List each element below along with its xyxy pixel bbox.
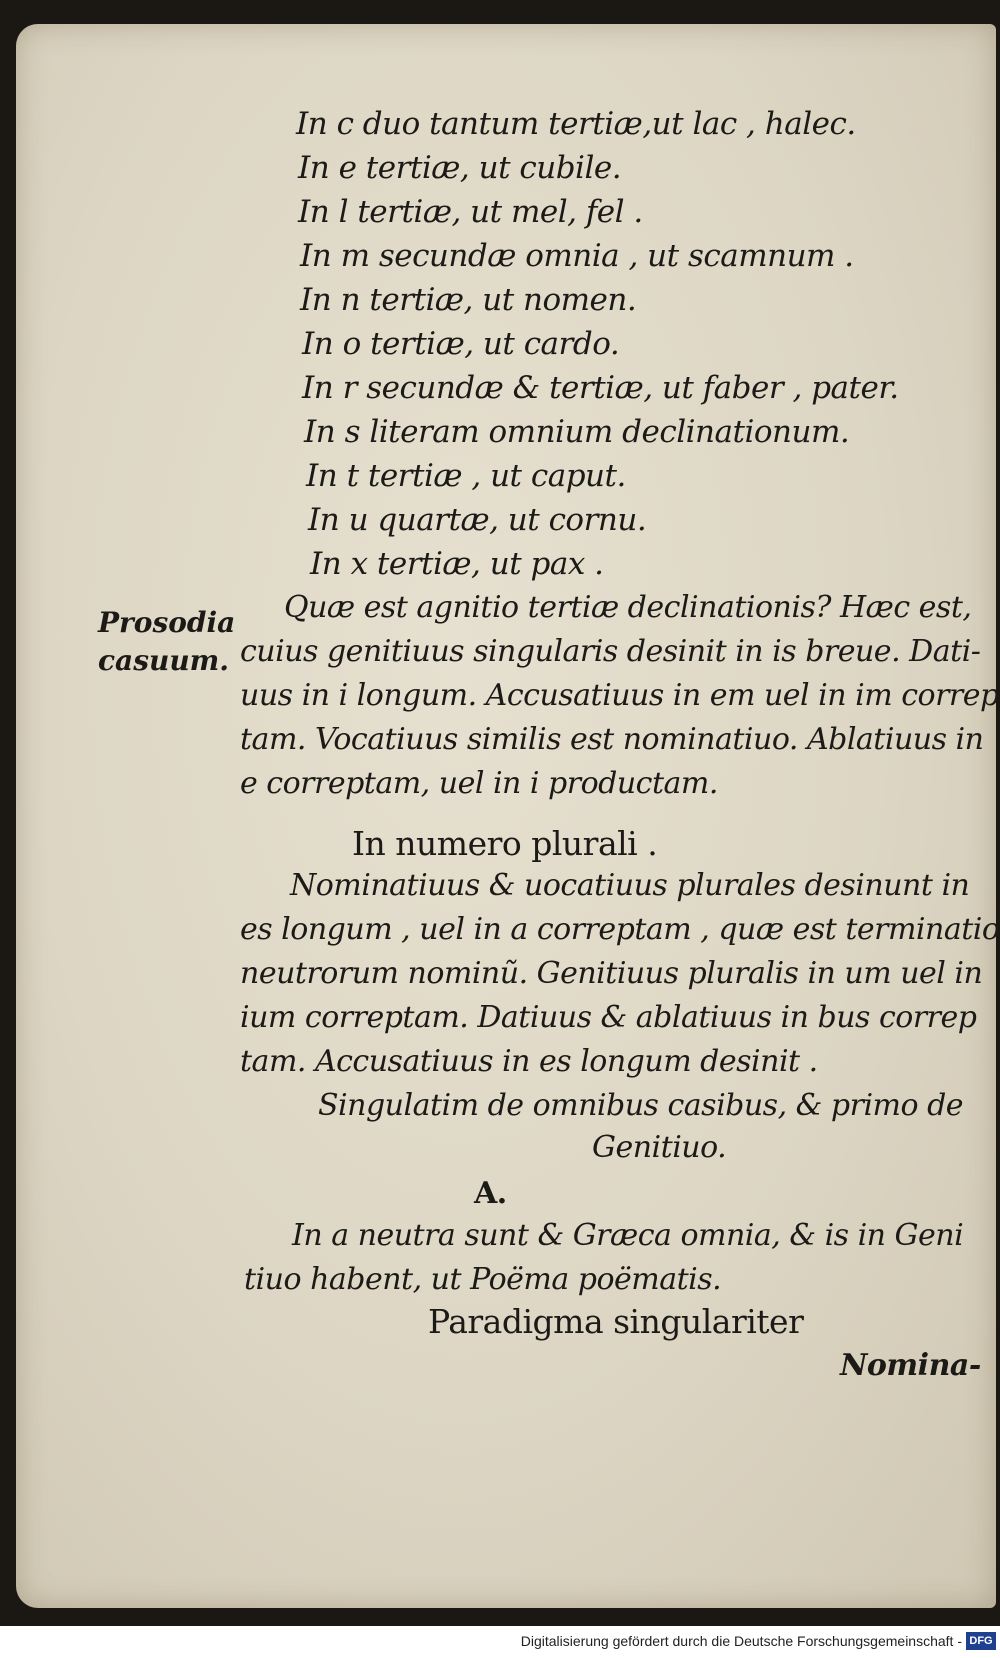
paragraph-line: ium correptam. Datiuus & ablatiuus in bus correp (240, 1000, 977, 1035)
paragraph-line: tam. Vocatiuus similis est nominatiuo. Ablatiuus in (240, 722, 984, 757)
paragraph-line: cuius genitiuus singularis desinit in is breue. Dati- (240, 634, 981, 669)
ending-line: In o tertiæ, ut cardo. (302, 326, 620, 362)
dfg-logo-icon: DFG (966, 1632, 996, 1650)
paragraph-line: es longum , uel in a correptam , quæ est terminatio (240, 912, 1000, 947)
ending-line: In u quartæ, ut cornu. (308, 502, 647, 538)
ending-line: In l tertiæ, ut mel, fel . (298, 194, 643, 230)
ending-line: In r secundæ & tertiæ, ut faber , pater. (302, 370, 899, 406)
catchword: Nomina- (840, 1348, 981, 1383)
paragraph-line: tam. Accusatiuus in es longum desinit . (240, 1044, 818, 1079)
digitization-footer (0, 1626, 1000, 1658)
subsection-heading: Genitiuo. (592, 1130, 727, 1165)
margin-note (98, 604, 235, 680)
paragraph-line: Quæ est agnitio tertiæ declinationis? Hæc est, (284, 590, 972, 625)
subsection-heading: Singulatim de omnibus casibus, & primo de (318, 1088, 964, 1123)
margin-note-line: Prosodia (98, 606, 236, 639)
ending-line: In n tertiæ, ut nomen. (300, 282, 637, 318)
paragraph-line: Nominatiuus & uocatiuus plurales desinunt in (290, 868, 970, 903)
paragraph-line: neutrorum nominũ. Genitiuus pluralis in um uel in (240, 956, 983, 991)
paragraph-line: In a neutra sunt & Græca omnia, & is in Geni (292, 1218, 964, 1253)
ending-line: In x tertiæ, ut pax . (310, 546, 604, 582)
paragraph-line: e correptam, uel in i productam. (240, 766, 718, 801)
ending-line: In e tertiæ, ut cubile. (298, 150, 622, 186)
margin-note-line: casuum. (98, 644, 230, 677)
paragraph-line: tiuo habent, ut Poëma poëmatis. (244, 1262, 722, 1297)
paragraph-line: uus in i longum. Accusatiuus in em uel in im correp (240, 678, 999, 713)
paradigma-heading: Paradigma singulariter (428, 1302, 804, 1341)
ending-line: In c duo tantum tertiæ,ut lac , halec. (296, 106, 856, 142)
ending-line: In s literam omnium declinationum. (304, 414, 850, 450)
ending-line: In t tertiæ , ut caput. (306, 458, 626, 494)
section-heading: In numero plurali . (352, 824, 658, 863)
section-letter: A. (474, 1176, 507, 1211)
footer-credit: Digitalisierung gefördert durch die Deutsche Forschungsgemeinschaft - (520, 1633, 962, 1649)
ending-line: In m secundæ omnia , ut scamnum . (300, 238, 854, 274)
